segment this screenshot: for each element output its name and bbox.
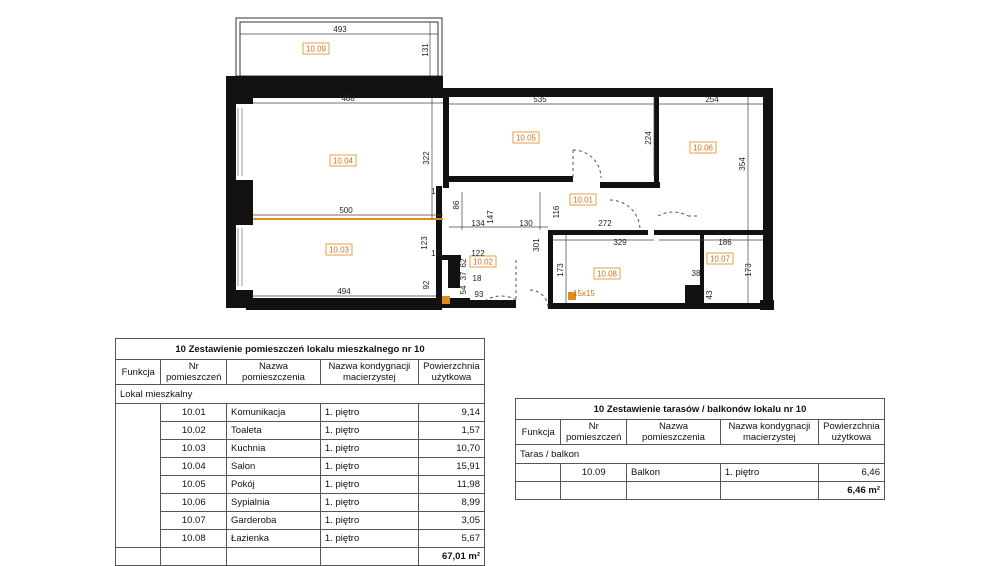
dim-272: 272 bbox=[598, 219, 612, 228]
dim-488: 488 bbox=[341, 94, 355, 103]
cell-nr: 10.06 bbox=[161, 494, 227, 512]
dim-500: 500 bbox=[339, 206, 353, 215]
dimension-texts bbox=[333, 25, 753, 299]
header-powierzchnia: Powierzchnia użytkowa bbox=[818, 420, 884, 445]
cell-nazwa: Garderoba bbox=[227, 512, 321, 530]
dim-354: 354 bbox=[738, 157, 747, 171]
table-row bbox=[116, 494, 485, 512]
table-row bbox=[116, 422, 485, 440]
dim-54: 54 bbox=[459, 285, 468, 295]
dim-116: 116 bbox=[552, 205, 561, 219]
cell-nr: 10.05 bbox=[161, 476, 227, 494]
room-label-10-09: 10.09 bbox=[305, 44, 327, 54]
cell-nazwa: Sypialnia bbox=[227, 494, 321, 512]
group-label: Taras / balkon bbox=[516, 445, 885, 464]
cell-nazwa: Toaleta bbox=[227, 422, 321, 440]
dim-122: 122 bbox=[471, 249, 485, 258]
dim-92: 92 bbox=[422, 280, 431, 290]
cell-nr: 10.09 bbox=[561, 464, 627, 482]
cell-kond: 1. piętro bbox=[320, 494, 418, 512]
door-swings bbox=[486, 150, 700, 308]
dim-86: 86 bbox=[452, 200, 461, 210]
rooms-table-title: 10 Zestawienie pomieszczeń lokalu mieszkalnego nr 10 bbox=[116, 339, 485, 360]
dim-147: 147 bbox=[486, 210, 495, 224]
cell-pow: 3,05 bbox=[418, 512, 484, 530]
header-nr: Nr pomieszczeń bbox=[161, 360, 227, 385]
dim-37: 37 bbox=[459, 271, 468, 281]
dim-12-b: 12 bbox=[431, 249, 440, 258]
dim-173-b: 173 bbox=[744, 263, 753, 277]
orange-marker bbox=[442, 296, 450, 304]
header-nazwa: Nazwa pomieszczenia bbox=[627, 420, 721, 445]
table-row bbox=[116, 530, 485, 548]
room-label-10-08: 10.08 bbox=[596, 269, 618, 279]
cell-nr: 10.02 bbox=[161, 422, 227, 440]
cell-pow: 10,70 bbox=[418, 440, 484, 458]
header-powierzchnia: Powierzchnia użytkowa bbox=[418, 360, 484, 385]
dim-173-a: 173 bbox=[556, 263, 565, 277]
dim-494: 494 bbox=[337, 287, 351, 296]
header-kondygnacja: Nazwa kondygnacji macierzystej bbox=[720, 420, 818, 445]
cell-nr: 10.03 bbox=[161, 440, 227, 458]
header-nazwa: Nazwa pomieszczenia bbox=[227, 360, 321, 385]
cell-kond: 1. piętro bbox=[320, 404, 418, 422]
cell-nazwa: Komunikacja bbox=[227, 404, 321, 422]
header-funkcja: Funkcja bbox=[116, 360, 161, 385]
cell-nr: 10.01 bbox=[161, 404, 227, 422]
cell-pow: 1,57 bbox=[418, 422, 484, 440]
cell-nazwa: Łazienka bbox=[227, 530, 321, 548]
cell-nazwa: Pokój bbox=[227, 476, 321, 494]
dim-329: 329 bbox=[613, 238, 627, 247]
dim-301: 301 bbox=[532, 238, 541, 252]
dim-254: 254 bbox=[705, 95, 719, 104]
table-row bbox=[516, 464, 885, 482]
dim-43: 43 bbox=[705, 290, 714, 300]
room-label-10-03: 10.03 bbox=[328, 245, 350, 255]
header-funkcja: Funkcja bbox=[516, 420, 561, 445]
cell-pow: 6,46 bbox=[818, 464, 884, 482]
cell-nazwa: Kuchnia bbox=[227, 440, 321, 458]
rooms-table bbox=[115, 338, 485, 566]
dim-93: 93 bbox=[474, 290, 484, 299]
dim-322: 322 bbox=[422, 151, 431, 165]
room-label-10-07: 10.07 bbox=[709, 254, 731, 264]
room-label-10-06: 10.06 bbox=[692, 143, 714, 153]
header-nr: Nr pomieszczeń bbox=[561, 420, 627, 445]
cell-pow: 9,14 bbox=[418, 404, 484, 422]
table-row bbox=[116, 440, 485, 458]
table-row bbox=[116, 458, 485, 476]
cell-nr: 10.08 bbox=[161, 530, 227, 548]
header-kondygnacja: Nazwa kondygnacji macierzystej bbox=[320, 360, 418, 385]
dim-186: 186 bbox=[718, 238, 732, 247]
cell-kond: 1. piętro bbox=[720, 464, 818, 482]
cell-pow: 11,98 bbox=[418, 476, 484, 494]
dimension-lines bbox=[240, 22, 763, 303]
dim-123: 123 bbox=[420, 236, 429, 250]
cell-pow: 5,67 bbox=[418, 530, 484, 548]
dim-38: 38 bbox=[691, 269, 701, 278]
dim-493: 493 bbox=[333, 25, 347, 34]
dim-535: 535 bbox=[533, 95, 547, 104]
table-row bbox=[116, 476, 485, 494]
dim-224: 224 bbox=[644, 131, 653, 145]
dim-18: 18 bbox=[472, 274, 482, 283]
dim-134: 134 bbox=[471, 219, 485, 228]
room-label-10-04: 10.04 bbox=[332, 156, 354, 166]
balcony-total: 6,46 m² bbox=[818, 482, 884, 500]
table-row bbox=[116, 512, 485, 530]
balcony-table-title: 10 Zestawienie tarasów / balkonów lokalu nr 10 bbox=[516, 399, 885, 420]
cell-kond: 1. piętro bbox=[320, 512, 418, 530]
room-label-10-05: 10.05 bbox=[515, 133, 537, 143]
balcony-table bbox=[515, 398, 885, 500]
cell-kond: 1. piętro bbox=[320, 476, 418, 494]
cell-kond: 1. piętro bbox=[320, 440, 418, 458]
cell-kond: 1. piętro bbox=[320, 458, 418, 476]
table-row bbox=[116, 404, 485, 422]
cell-nazwa: Salon bbox=[227, 458, 321, 476]
dim-12-a: 12 bbox=[431, 187, 440, 196]
cell-nr: 10.04 bbox=[161, 458, 227, 476]
rooms-total: 67,01 m² bbox=[418, 548, 484, 566]
group-label: Lokal mieszkalny bbox=[116, 385, 485, 404]
dim-131: 131 bbox=[421, 43, 430, 57]
cell-nazwa: Balkon bbox=[627, 464, 721, 482]
dim-15x15: 15x15 bbox=[573, 289, 595, 298]
cell-kond: 1. piętro bbox=[320, 422, 418, 440]
cell-pow: 15,91 bbox=[418, 458, 484, 476]
room-label-10-02: 10.02 bbox=[472, 257, 494, 267]
cell-kond: 1. piętro bbox=[320, 530, 418, 548]
cell-pow: 8,99 bbox=[418, 494, 484, 512]
dim-130: 130 bbox=[519, 219, 533, 228]
room-label-10-01: 10.01 bbox=[572, 195, 594, 205]
dim-62: 62 bbox=[459, 258, 468, 268]
cell-nr: 10.07 bbox=[161, 512, 227, 530]
